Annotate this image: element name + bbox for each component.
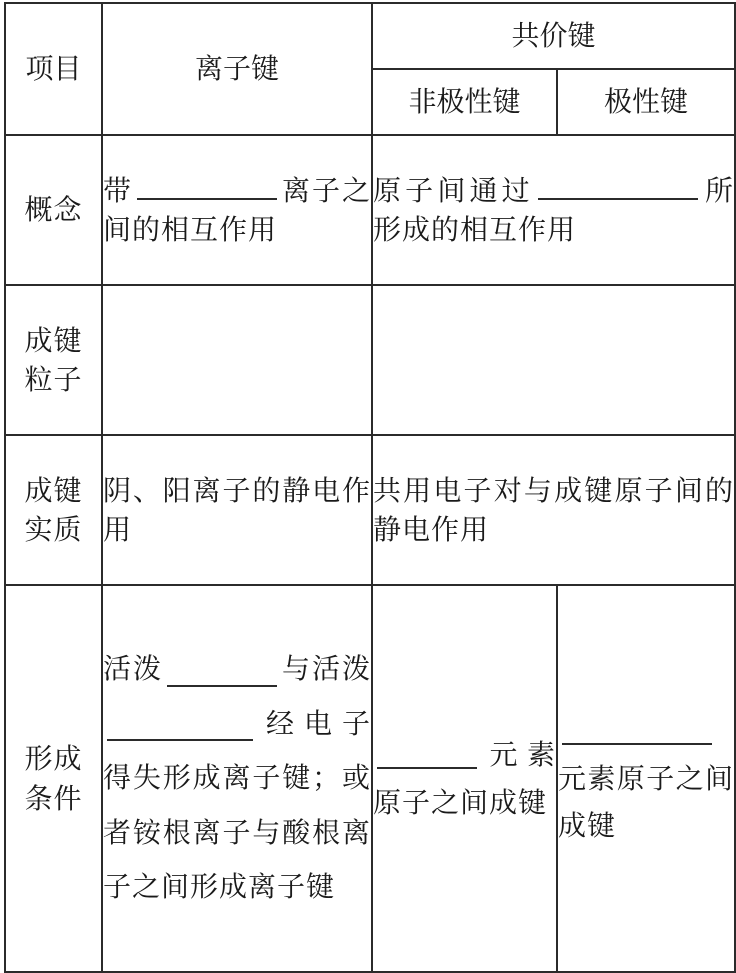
conditions-polar-blank[interactable]	[562, 742, 712, 745]
header-nonpolar-bond: 非极性键	[408, 85, 521, 119]
essence-covalent-cell	[372, 435, 735, 585]
concept-ionic-blank[interactable]	[137, 197, 277, 200]
conditions-row	[5, 585, 735, 972]
conditions-polar-text: 元素原子之间成键	[558, 761, 735, 843]
particles-covalent-cell[interactable]	[372, 285, 735, 435]
header-ionic-bond: 离子键	[194, 52, 279, 86]
chemical-bond-table	[4, 2, 736, 973]
header-covalent-bond: 共价键	[511, 19, 596, 53]
essence-row	[5, 435, 735, 585]
concept-label-cell	[5, 135, 102, 285]
conditions-ionic-text-3: 经电子得失形成离子键；或者铵根离子与酸根离子之间形成离子键	[103, 706, 371, 904]
conditions-label-line-1: 形成	[24, 742, 83, 776]
conditions-ionic-text-2: 与活泼	[281, 652, 371, 686]
conditions-ionic-blank-2[interactable]	[107, 738, 253, 741]
concept-covalent-cell	[372, 135, 735, 285]
conditions-ionic-text-1: 活泼	[103, 652, 163, 686]
concept-ionic-text-2: 离子	[281, 173, 342, 207]
concept-label: 概念	[24, 193, 83, 227]
particles-label-line-2: 粒子	[24, 363, 83, 396]
conditions-nonpolar-text-2: 原子之间成键	[373, 785, 548, 819]
essence-label-line-2: 实质	[24, 513, 83, 546]
particles-ionic-cell[interactable]	[102, 285, 372, 435]
particles-row	[5, 285, 735, 435]
header-nonpolar-cell	[372, 69, 557, 135]
concept-covalent-text-2: 所形成的相互作用	[373, 173, 734, 246]
essence-label-line-1: 成键	[24, 473, 83, 507]
conditions-label-line-2: 条件	[24, 781, 83, 815]
essence-label-cell	[5, 435, 102, 585]
conditions-nonpolar-blank[interactable]	[377, 766, 477, 769]
essence-covalent-text: 共用电子对与成键原子间的静电作用	[373, 473, 735, 546]
conditions-label-cell	[5, 585, 102, 972]
concept-row	[5, 135, 735, 285]
concept-ionic-text-1: 带	[103, 173, 133, 207]
header-row-1	[5, 3, 735, 69]
particles-label-line-1: 成键	[24, 323, 83, 357]
header-covalent-cell	[372, 3, 735, 69]
concept-ionic-cell	[102, 135, 372, 285]
header-ionic-cell	[102, 3, 372, 135]
concept-covalent-blank[interactable]	[538, 197, 698, 200]
header-item: 项目	[25, 52, 82, 86]
conditions-polar-cell	[557, 585, 735, 972]
concept-covalent-text-1: 原子间通过	[373, 173, 534, 207]
header-polar-bond: 极性键	[604, 85, 689, 119]
header-item-cell	[5, 3, 102, 135]
conditions-ionic-blank-1[interactable]	[167, 684, 277, 687]
conditions-ionic-cell	[102, 585, 372, 972]
header-polar-cell	[557, 69, 735, 135]
concept-ionic-text-3: 之间的相互作用	[103, 173, 371, 246]
conditions-nonpolar-cell	[372, 585, 557, 972]
essence-ionic-cell	[102, 435, 372, 585]
conditions-nonpolar-text-1: 元素	[481, 737, 556, 771]
particles-label-cell	[5, 285, 102, 435]
essence-ionic-text: 阴、阳离子的静电作用	[103, 473, 371, 546]
